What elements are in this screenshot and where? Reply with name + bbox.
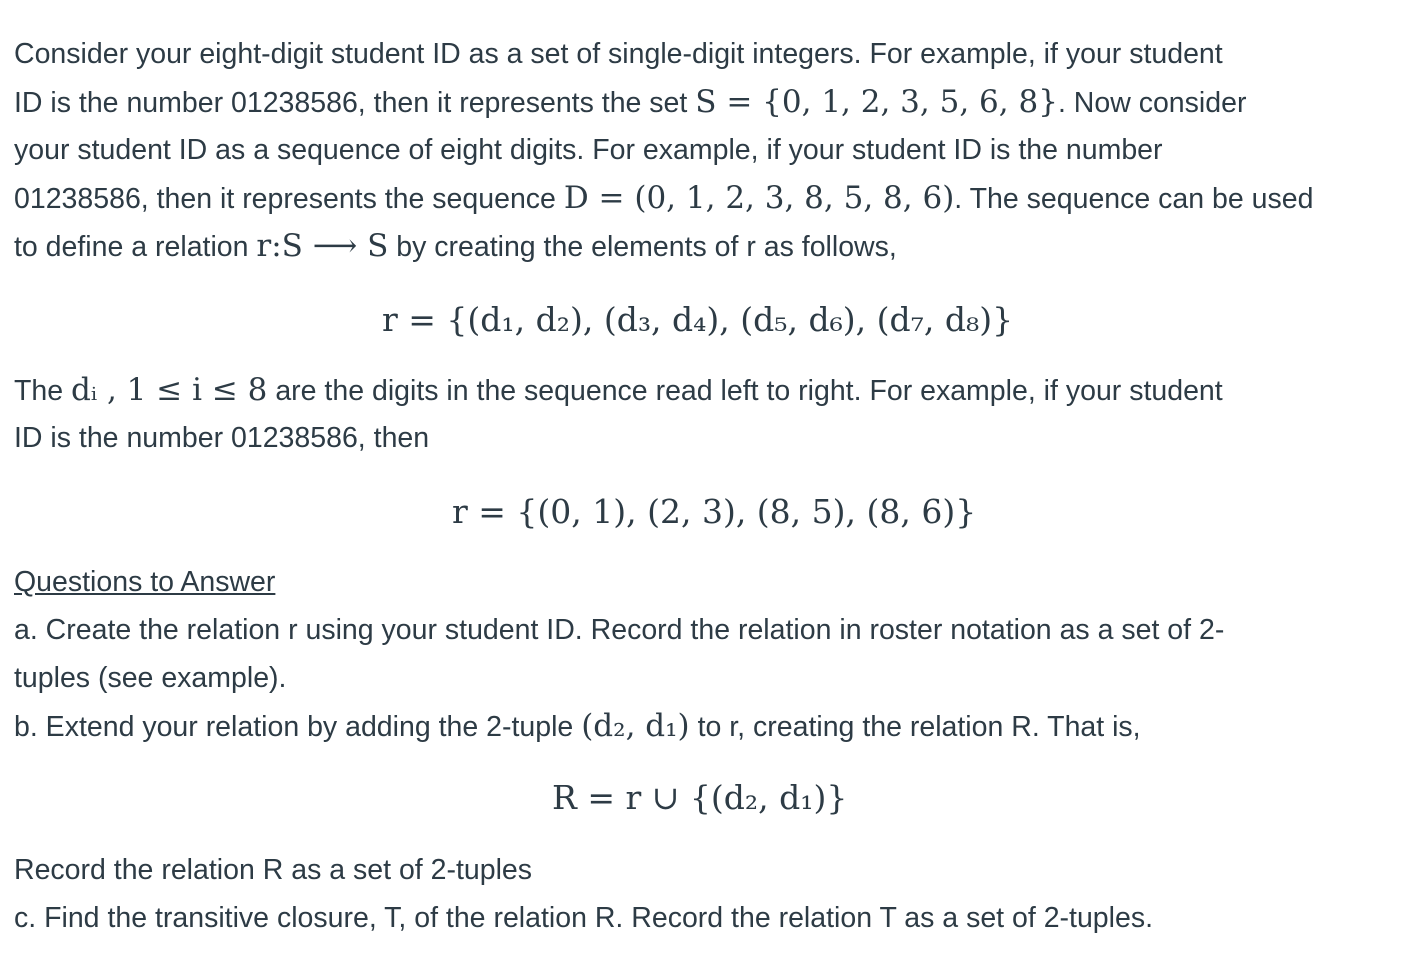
equation-R-definition: R = r ∪ {(d₂, d₁)} — [552, 778, 848, 817]
question-b-record: Record the relation R as a set of 2-tuples — [14, 854, 533, 886]
intro-line-5-tail: by creating the elements of r as follows, — [388, 231, 897, 263]
tuple-d2-d1-math: (d₂, d₁) — [581, 708, 690, 744]
set-s-math: S = {0, 1, 2, 3, 5, 6, 8} — [695, 84, 1058, 120]
question-c-line: c. Find the transitive closure, T, of the relation R. Record the relation T as a set of 2-tuples. — [14, 902, 1153, 934]
equation-general-relation: r = {(d₁, d₂), (d₃, d₄), (d₅, d₆), (d₇, d₈)} — [382, 300, 1014, 339]
relation-r-math: r:S ⟶ S — [256, 228, 389, 264]
explain-line-2: ID is the number 01238586, then — [14, 422, 430, 454]
question-a-line-1: a. Create the relation r using your student ID. Record the relation in roster notation as a set of 2- — [14, 614, 1225, 646]
explain-line-1 — [14, 366, 1223, 415]
intro-line-2 — [14, 78, 1246, 127]
question-b-line — [14, 702, 1141, 751]
digit-range-math: dᵢ , 1 ≤ i ≤ 8 — [71, 372, 268, 408]
intro-line-2-text: ID is the number 01238586, then it represents the set — [14, 87, 696, 119]
intro-line-1: Consider your eight-digit student ID as a set of single-digit integers. For example, if your student — [14, 38, 1223, 70]
equation-example-relation: r = {(0, 1), (2, 3), (8, 5), (8, 6)} — [452, 492, 977, 531]
intro-line-5-text: to define a relation — [14, 231, 257, 263]
sequence-d-math: D = (0, 1, 2, 3, 8, 5, 8, 6) — [563, 180, 955, 216]
explain-line-1-text: The — [14, 375, 72, 407]
intro-line-4-text: 01238586, then it represents the sequence — [14, 183, 564, 215]
intro-line-4-tail: . The sequence can be used — [954, 183, 1314, 215]
questions-heading: Questions to Answer — [14, 566, 276, 598]
question-a-line-2: tuples (see example). — [14, 662, 287, 694]
intro-line-2-tail: . Now consider — [1057, 87, 1247, 119]
intro-line-5 — [14, 222, 897, 271]
question-b-text: b. Extend your relation by adding the 2-tuple — [14, 711, 582, 743]
explain-line-1-tail: are the digits in the sequence read left to right. For example, if your student — [267, 375, 1223, 407]
question-b-tail: to r, creating the relation R. That is, — [689, 711, 1141, 743]
intro-line-3: your student ID as a sequence of eight digits. For example, if your student ID is the number — [14, 134, 1163, 166]
intro-line-4 — [14, 174, 1313, 223]
